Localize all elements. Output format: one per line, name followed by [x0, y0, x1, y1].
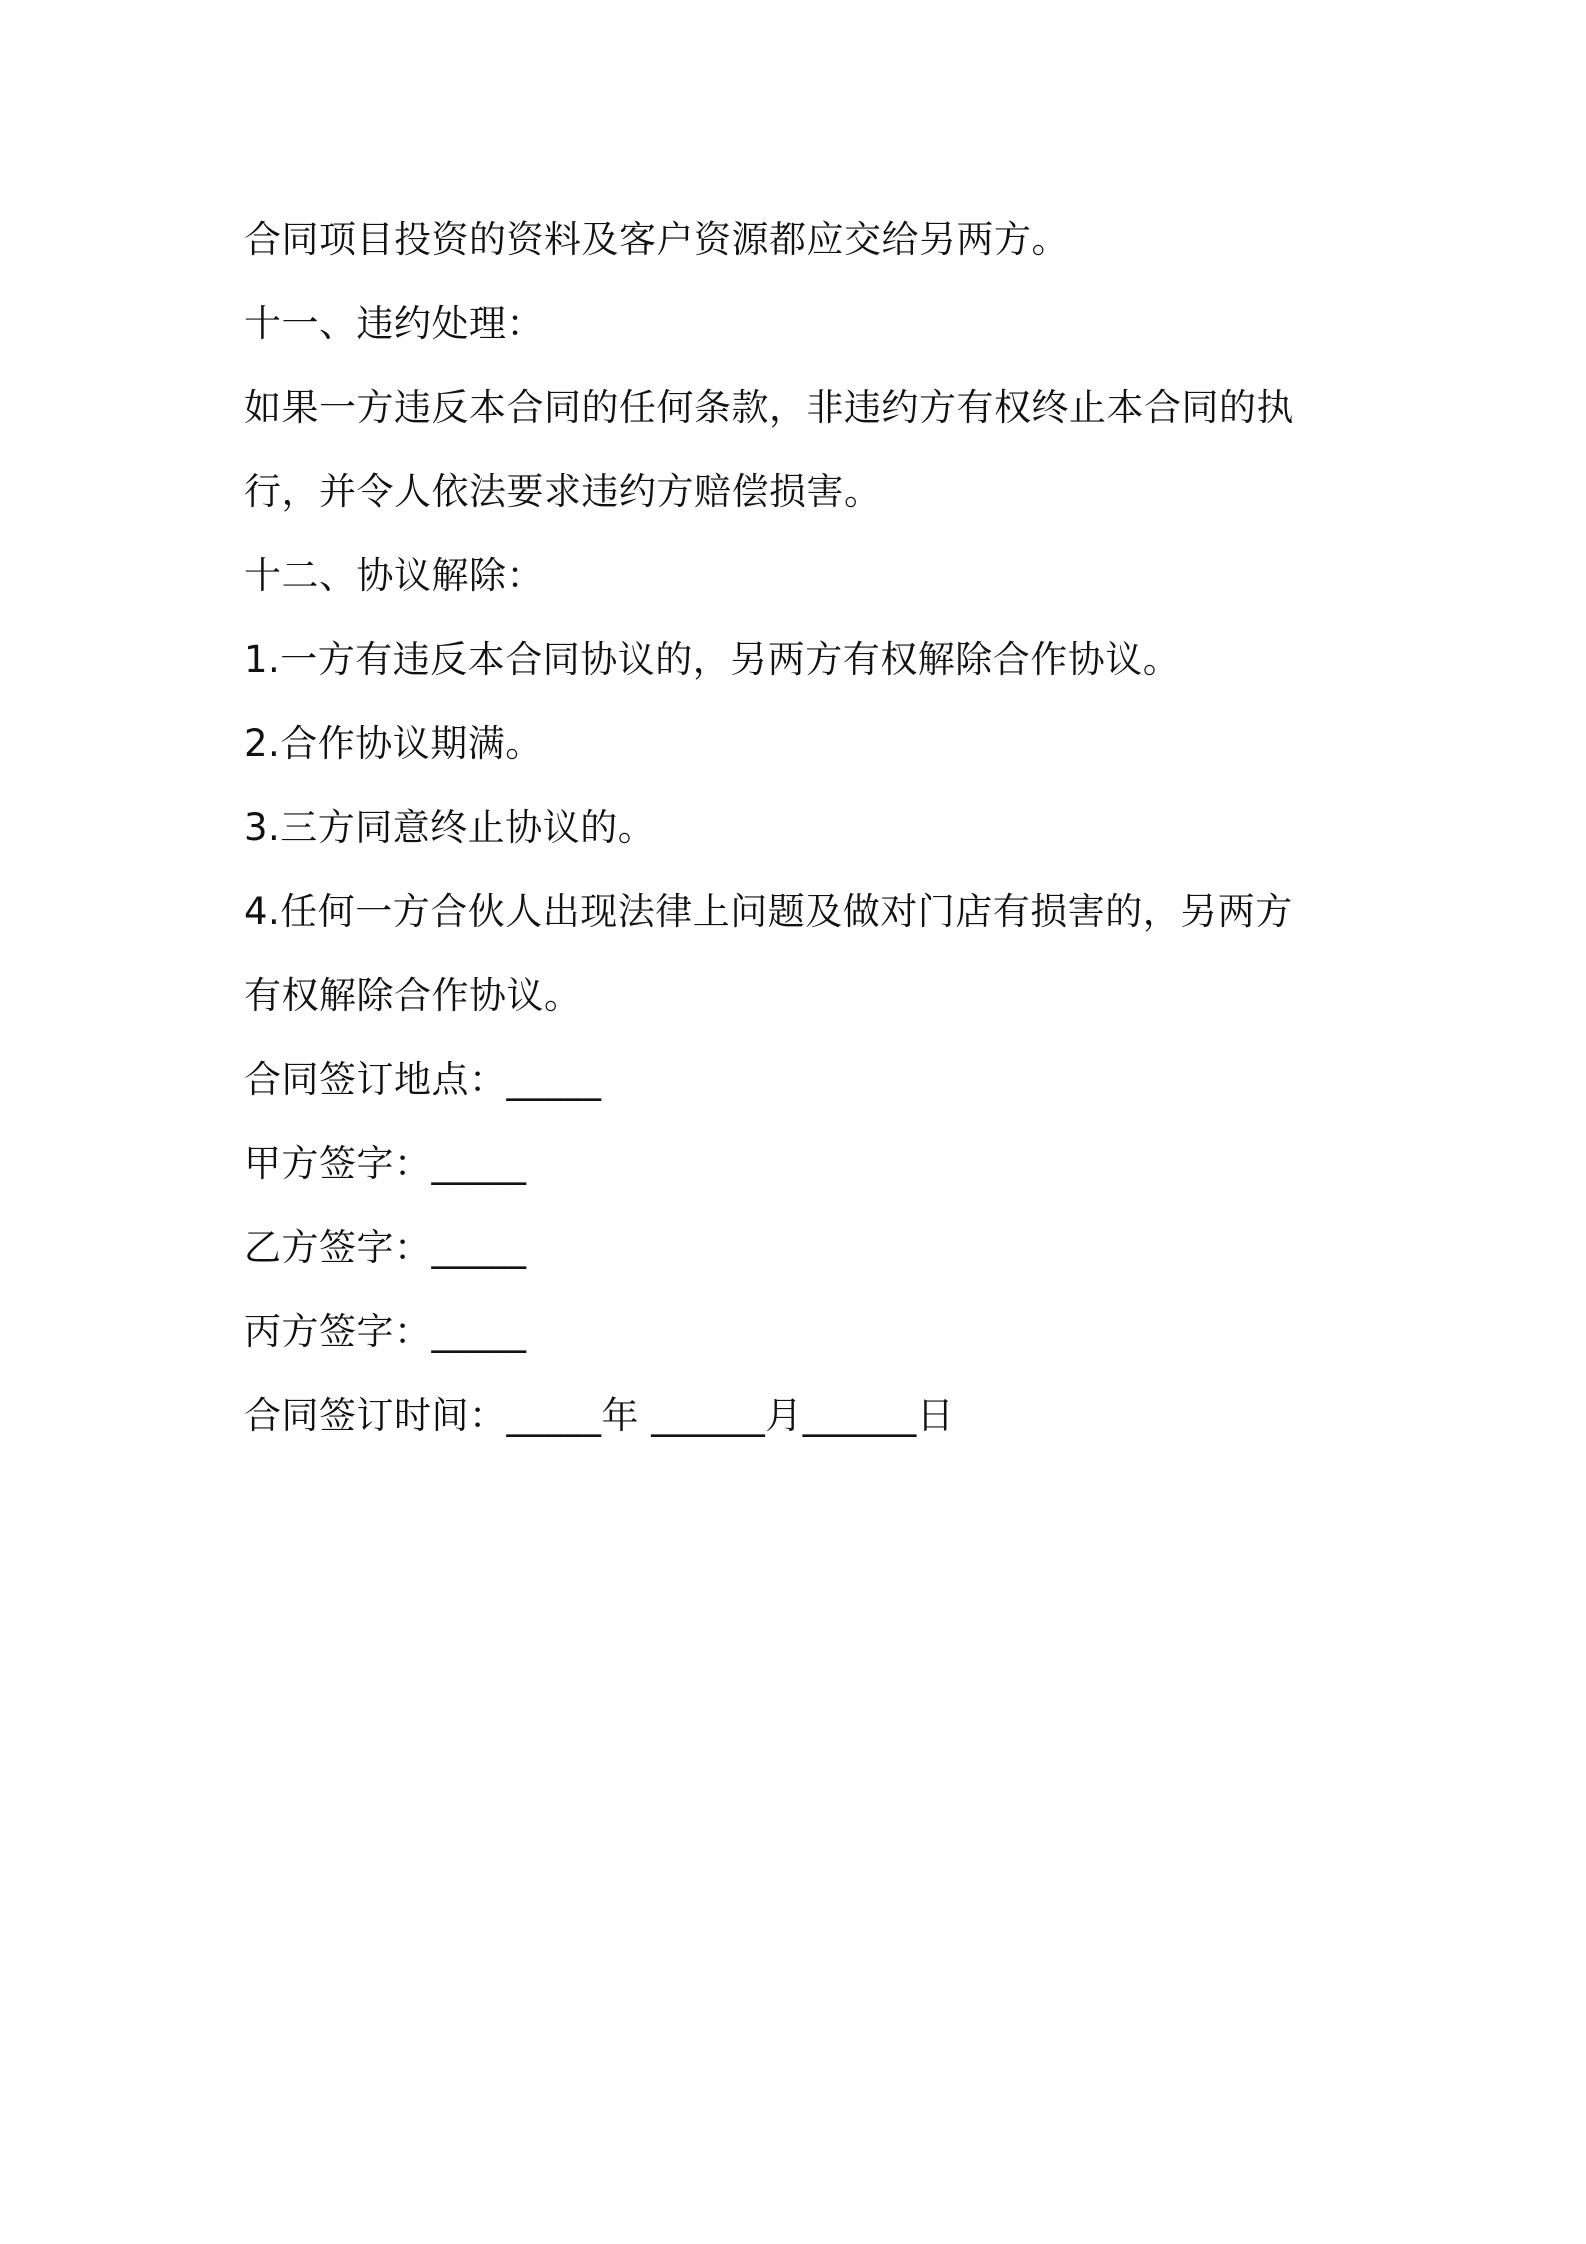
section-heading-termination: 十二、协议解除：: [244, 554, 544, 597]
paragraph-breach-line-2: 行，并令人依法要求违约方赔偿损害。: [244, 470, 882, 513]
party-b-signature-field: 乙方签字：_____: [244, 1226, 527, 1269]
paragraph-breach-line-1: 如果一方违反本合同的任何条款，非违约方有权终止本合同的执: [244, 386, 1294, 429]
party-c-signature-field: 丙方签字：_____: [244, 1310, 527, 1353]
termination-item-2: 2.合作协议期满。: [244, 722, 543, 765]
document-body: [244, 198, 1364, 1458]
termination-item-3: 3.三方同意终止协议的。: [244, 806, 656, 849]
signing-place-field: 合同签订地点：_____: [244, 1058, 602, 1101]
termination-item-4-line-2: 有权解除合作协议。: [244, 974, 582, 1017]
termination-item-1: 1.一方有违反本合同协议的，另两方有权解除合作协议。: [244, 638, 1181, 681]
section-heading-breach: 十一、违约处理：: [244, 302, 544, 345]
signing-date-field: 合同签订时间：_____年 ______月______日: [244, 1394, 955, 1437]
paragraph-handover: 合同项目投资的资料及客户资源都应交给另两方。: [244, 218, 1069, 261]
termination-item-4-line-1: 4.任何一方合伙人出现法律上问题及做对门店有损害的，另两方: [244, 890, 1293, 933]
party-a-signature-field: 甲方签字：_____: [244, 1142, 527, 1185]
